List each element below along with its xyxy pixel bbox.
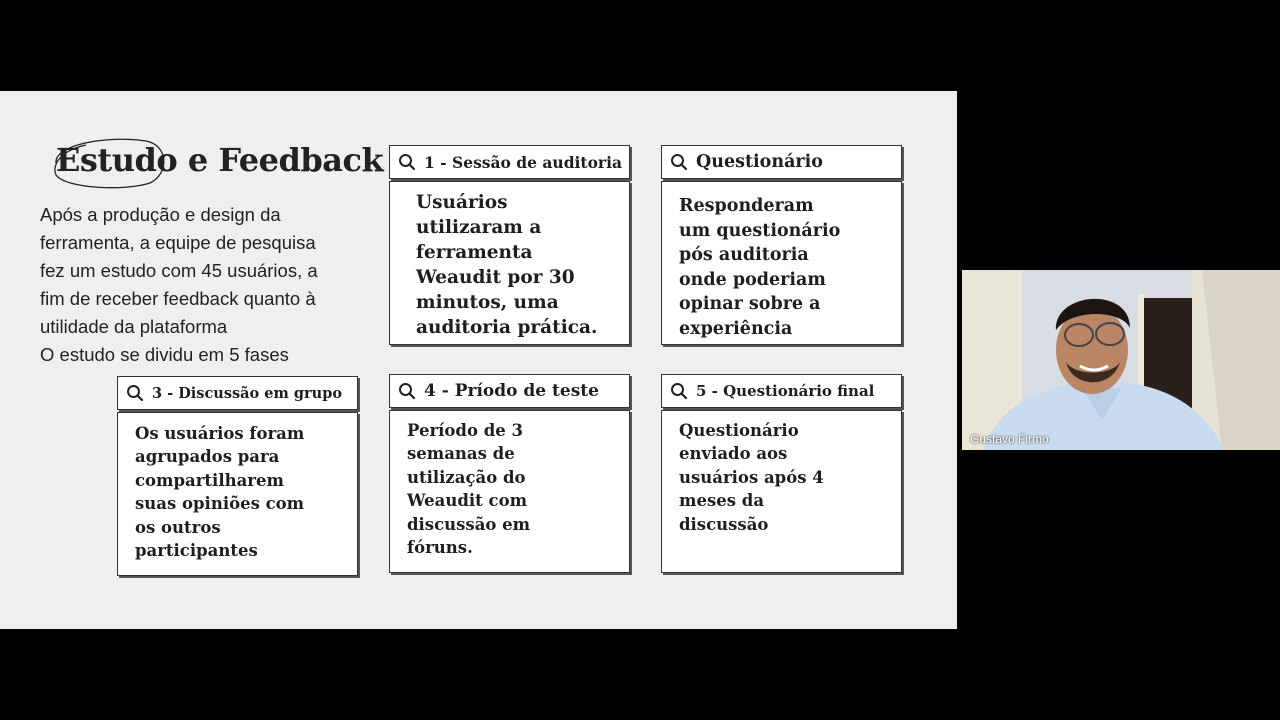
intro-line: O estudo se dividu em 5 fases (40, 344, 289, 365)
card-body (389, 410, 630, 573)
card-line: minutos, uma (416, 292, 559, 313)
slide-title (56, 141, 383, 179)
card-header (661, 145, 902, 179)
card-line: utilização do (407, 467, 526, 487)
card-line: onde poderiam (679, 269, 826, 290)
card-heading: 1 - Sessão de auditoria (424, 152, 623, 172)
intro-line: fim de receber feedback quanto à (40, 288, 316, 309)
presentation-slide (0, 91, 957, 629)
intro-line: ferramenta, a equipe de pesquisa (40, 232, 316, 253)
search-icon (670, 382, 688, 400)
title-circled-word (56, 141, 177, 179)
card-body (117, 412, 358, 576)
card-line: fóruns. (407, 538, 473, 558)
card-line: Período de 3 (407, 421, 523, 440)
card-line: os outros (135, 517, 221, 537)
card-line: discussão (679, 514, 769, 534)
intro-line: fez um estudo com 45 usuários, a (40, 260, 318, 281)
card-line: pós auditoria (679, 245, 809, 266)
card-line: participantes (135, 541, 258, 561)
card-line: Responderam (679, 196, 814, 216)
card-line: Os usuários foram (135, 424, 305, 443)
card-discussao-grupo (117, 376, 358, 576)
card-line: discussão em (407, 514, 531, 534)
intro-line: utilidade da plataforma (40, 316, 228, 337)
title-word-estudo: Estudo (56, 141, 178, 179)
card-body (661, 410, 902, 573)
participant-name-label: Gustavo Firmo (970, 432, 1049, 446)
card-line: semanas de (407, 444, 515, 464)
card-line: compartilharem (135, 470, 284, 490)
card-line: suas opiniões com (135, 494, 305, 514)
card-header (661, 374, 902, 408)
card-line: usuários após 4 (679, 467, 824, 487)
card-line: experiência (679, 318, 793, 339)
card-sessao-auditoria (389, 145, 630, 345)
card-heading: Questionário (696, 152, 823, 172)
card-header (117, 376, 358, 410)
card-line: Usuários (416, 192, 508, 213)
card-header (389, 374, 630, 408)
card-questionario-final (661, 374, 902, 573)
intro-text (40, 201, 380, 369)
card-line: agrupados para (135, 447, 280, 467)
card-line: utilizaram a (416, 217, 542, 238)
card-line: Questionário (679, 421, 799, 440)
card-line: um questionário (679, 220, 841, 241)
card-line: ferramenta (416, 242, 533, 263)
card-questionario (661, 145, 902, 345)
webcam-tile[interactable] (962, 270, 1280, 450)
search-icon (398, 382, 416, 400)
intro-line: Após a produção e design da (40, 204, 281, 225)
card-line: Weaudit por 30 (416, 267, 575, 288)
search-icon (670, 153, 688, 171)
card-body (661, 181, 902, 345)
card-heading: 5 - Questionário final (696, 382, 875, 400)
card-periodo-teste (389, 374, 630, 573)
hand-drawn-circle (46, 133, 170, 191)
card-line: Weaudit com (407, 491, 528, 511)
card-line: opinar sobre a (679, 294, 821, 315)
card-line: enviado aos (679, 444, 788, 464)
participant-video (962, 270, 1280, 450)
card-heading: 4 - Príodo de teste (424, 381, 599, 401)
card-line: auditoria prática. (416, 317, 598, 338)
card-line: meses da (679, 491, 765, 511)
card-header (389, 145, 630, 179)
search-icon (126, 384, 144, 402)
search-icon (398, 153, 416, 171)
title-word-feedback: e Feedback (177, 141, 384, 179)
card-body (389, 181, 630, 345)
card-heading: 3 - Discussão em grupo (152, 384, 343, 402)
